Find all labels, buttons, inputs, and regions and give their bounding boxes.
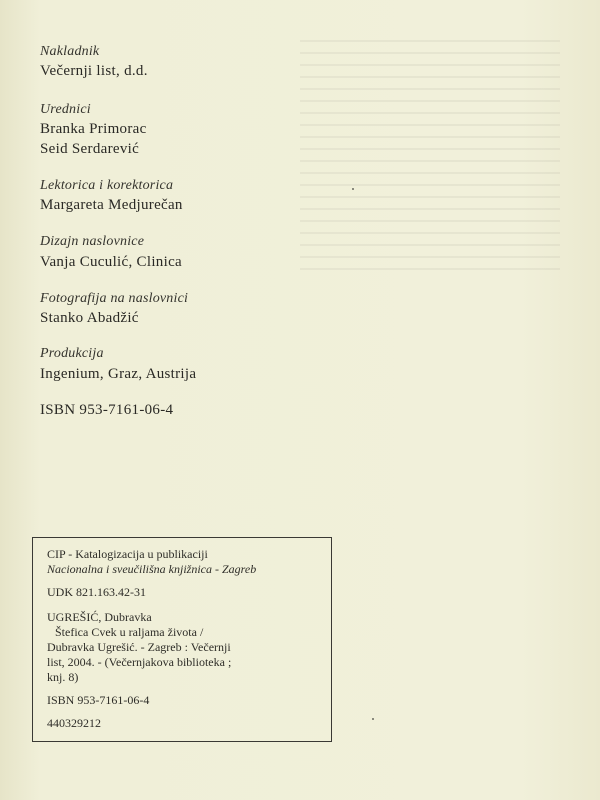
proofreader-name: Margareta Medjurečan: [40, 197, 183, 213]
cip-record-line: Dubravka Ugrešić. - Zagreb : Večernji: [47, 640, 231, 654]
cover-photo-role: Fotografija na naslovnici: [40, 291, 189, 306]
cip-record-line: list, 2004. - (Večernjakova biblioteka ;: [47, 655, 232, 669]
cip-heading: CIP - Katalogizacija u publikaciji: [47, 547, 208, 561]
publisher-name: Večernji list, d.d.: [40, 63, 148, 79]
cover-design-role: Dizajn naslovnice: [40, 234, 145, 249]
isbn: ISBN 953-7161-06-4: [40, 402, 174, 418]
cip-udk: UDK 821.163.42-31: [47, 585, 146, 599]
production-name: Ingenium, Graz, Austrija: [40, 366, 197, 382]
paper-speck: [352, 188, 354, 190]
cover-design-name: Vanja Cuculić, Clinica: [40, 254, 182, 270]
production-role: Produkcija: [40, 346, 104, 361]
cip-library: Nacionalna i sveučilišna knjižnica - Zagreb: [47, 562, 257, 576]
proofreader-role: Lektorica i korektorica: [40, 178, 174, 193]
publisher-role: Nakladnik: [40, 44, 100, 59]
editors-role: Urednici: [40, 102, 91, 117]
paper-speck: [372, 718, 374, 720]
show-through-text: [300, 40, 560, 270]
cip-author: UGREŠIĆ, Dubravka: [47, 610, 152, 624]
editor-name: Seid Serdarević: [40, 141, 140, 157]
cip-record-box: [32, 537, 332, 742]
cover-photo-name: Stanko Abadžić: [40, 310, 139, 326]
cip-record-line: knj. 8): [47, 670, 79, 684]
cip-record-line: Štefica Cvek u raljama života /: [55, 625, 204, 639]
cip-record-id: 440329212: [47, 716, 101, 730]
editor-name: Branka Primorac: [40, 121, 147, 137]
cip-isbn: ISBN 953-7161-06-4: [47, 693, 150, 707]
